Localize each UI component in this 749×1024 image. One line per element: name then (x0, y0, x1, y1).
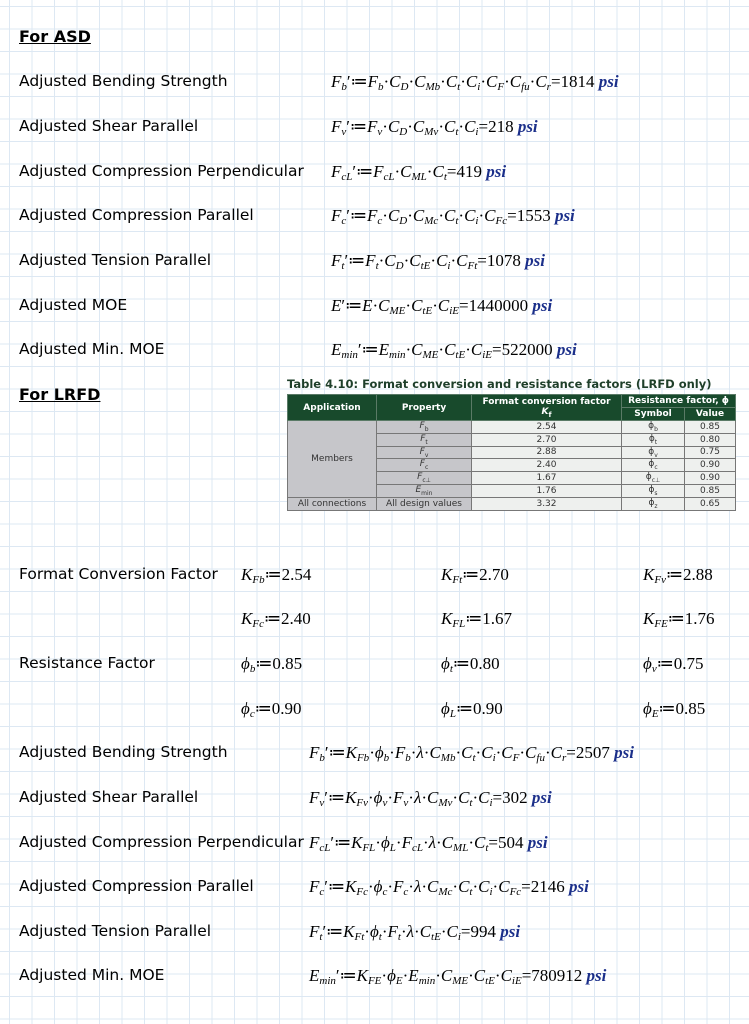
lrfd-tension-equation[interactable]: $F_t'≔K_{Ft}\cdot\phi_t\cdot F_t\cdot\lambda\cdot C_{tE}\cdot C_i=994$ psi (309, 922, 521, 943)
lrfd-min-moe-equation[interactable]: $E_{min}'≔K_{FE}\cdot\phi_E\cdot E_{min}\cdot C_{ME}\cdot C_{tE}\cdot C_{iE}=780912$ psi (309, 966, 607, 987)
unit-psi: psi (614, 743, 634, 762)
symbol-cell: $\phi_t$ (622, 433, 685, 446)
lrfd-min-moe-label: Adjusted Min. MOE (19, 966, 165, 984)
asd-min-moe-value: 522000 (501, 340, 553, 359)
th-kf-sub: f (548, 410, 552, 419)
value-cell: 0.80 (685, 433, 736, 446)
asd-tension-value: 1078 (486, 251, 521, 270)
value-cell: 0.85 (685, 484, 736, 497)
value-cell: 0.90 (685, 459, 736, 472)
lrfd-comp-perp-label: Adjusted Compression Perpendicular (19, 833, 304, 851)
unit-psi: psi (569, 877, 589, 896)
unit-psi: psi (525, 251, 545, 270)
k-fb-equation[interactable]: $K_{Fb}≔2.54$ (241, 565, 312, 586)
unit-psi: psi (517, 117, 538, 136)
lrfd-bending-label: Adjusted Bending Strength (19, 743, 228, 761)
lrfd-shear-equation[interactable]: $F_v'≔K_{Fv}\cdot\phi_v\cdot F_v\cdot\lambda\cdot C_{Mv}\cdot C_t\cdot C_i=302$ psi (309, 788, 552, 809)
lrfd-comp-perp-equation[interactable]: $F_{cL}'≔K_{FL}\cdot\phi_L\cdot F_{cL}\cdot\lambda\cdot C_{ML}\cdot C_t=504$ psi (309, 833, 548, 854)
th-value: Value (685, 408, 736, 421)
th-property: Property (377, 395, 472, 421)
symbol-cell: $\phi_b$ (622, 421, 685, 434)
asd-comp-par-equation[interactable]: $F_c'≔F_c\cdot C_D\cdot C_{Mc}\cdot C_t\cdot C_i\cdot C_{Fc}=1553$ psi (331, 206, 575, 227)
lrfd-min-moe-value: 780912 (531, 966, 583, 985)
lrfd-comp-par-label: Adjusted Compression Parallel (19, 877, 254, 895)
phi-v-equation[interactable]: $\phi_v≔0.75$ (643, 654, 704, 675)
kf-cell: 1.67 (472, 472, 622, 485)
property-cell: $F_c$ (377, 459, 472, 472)
factor-table-image (287, 377, 736, 511)
table-row (288, 421, 736, 434)
lrfd-bending-equation[interactable]: $F_b'≔K_{Fb}\cdot\phi_b\cdot F_b\cdot\lambda\cdot C_{Mb}\cdot C_t\cdot C_i\cdot C_F\cdot C_{fu}\cdot C_r=2507$ psi (309, 743, 634, 764)
asd-heading: For ASD (19, 27, 91, 46)
asd-min-moe-equation[interactable]: $E_{min}'≔E_{min}\cdot C_{ME}\cdot C_{tE}\cdot C_{iE}=522000$ psi (331, 340, 577, 361)
value-cell: 0.75 (685, 446, 736, 459)
unit-psi: psi (532, 296, 553, 315)
asd-shear-label: Adjusted Shear Parallel (19, 117, 199, 135)
asd-moe-equation[interactable]: $E'≔E\cdot C_{ME}\cdot C_{tE}\cdot C_{iE}=1440000$ psi (331, 296, 553, 317)
lrfd-comp-perp-value: 504 (497, 833, 524, 852)
k-fl-equation[interactable]: $K_{FL}≔1.67$ (441, 609, 512, 630)
lrfd-comp-par-value: 2146 (530, 877, 565, 896)
lrfd-tension-value: 994 (470, 922, 496, 941)
kf-cell: 2.54 (472, 421, 622, 434)
value-cell: 0.85 (685, 421, 736, 434)
th-symbol: Symbol (622, 408, 685, 421)
asd-shear-value: 218 (488, 117, 514, 136)
th-kf (472, 395, 622, 421)
asd-moe-label: Adjusted MOE (19, 296, 128, 314)
property-cell: $F_t$ (377, 433, 472, 446)
phi-c-equation[interactable]: $\phi_c≔0.90$ (241, 699, 302, 720)
lrfd-comp-par-equation[interactable]: $F_c'≔K_{Fc}\cdot\phi_c\cdot F_c\cdot\lambda\cdot C_{Mc}\cdot C_t\cdot C_i\cdot C_{Fc}=2146$ psi (309, 877, 589, 898)
resistance-factor-label: Resistance Factor (19, 654, 155, 672)
unit-psi: psi (586, 966, 607, 985)
kf-cell: 2.40 (472, 459, 622, 472)
unit-psi: psi (554, 206, 575, 225)
asd-tension-equation[interactable]: $F_t'≔F_t\cdot C_D\cdot C_{tE}\cdot C_i\cdot C_{Ft}=1078$ psi (331, 251, 545, 272)
value-cell: 0.65 (685, 497, 736, 510)
asd-bending-label: Adjusted Bending Strength (19, 72, 228, 90)
phi-b-equation[interactable]: $\phi_b≔0.85$ (241, 654, 303, 675)
phi-e-equation[interactable]: $\phi_E≔0.85$ (643, 699, 706, 720)
unit-psi: psi (556, 340, 577, 359)
k-fe-equation[interactable]: $K_{FE}≔1.76$ (643, 609, 715, 630)
table-row (288, 497, 736, 510)
kf-cell: 3.32 (472, 497, 622, 510)
value-cell: 0.90 (685, 472, 736, 485)
th-kf-symbol: K (541, 406, 549, 417)
unit-psi: psi (527, 833, 548, 852)
symbol-cell: $\phi_{c\perp}$ (622, 472, 685, 485)
asd-bending-value: 1814 (560, 72, 595, 91)
lrfd-shear-label: Adjusted Shear Parallel (19, 788, 199, 806)
asd-comp-par-value: 1553 (516, 206, 551, 225)
property-cell: All design values (377, 497, 472, 510)
symbol-cell: $\phi_s$ (622, 484, 685, 497)
symbol-cell: $\phi_c$ (622, 459, 685, 472)
asd-moe-value: 1440000 (468, 296, 529, 315)
asd-tension-label: Adjusted Tension Parallel (19, 251, 212, 269)
k-fv-equation[interactable]: $K_{Fv}≔2.88$ (643, 565, 713, 586)
symbol-cell: $\phi_z$ (622, 497, 685, 510)
property-cell: $F_{c\perp}$ (377, 472, 472, 485)
unit-psi: psi (500, 922, 521, 941)
kf-cell: 1.76 (472, 484, 622, 497)
lrfd-shear-value: 302 (502, 788, 528, 807)
symbol-cell: $\phi_v$ (622, 446, 685, 459)
table-caption: Table 4.10: Format conversion and resistance factors (LRFD only) (287, 377, 712, 391)
members-cell: Members (288, 421, 377, 498)
th-kf-label: Format conversion factor (482, 396, 611, 407)
property-cell: $F_b$ (377, 421, 472, 434)
unit-psi: psi (531, 788, 552, 807)
unit-psi: psi (598, 72, 619, 91)
asd-comp-perp-equation[interactable]: $F_{cL}'≔F_{cL}\cdot C_{ML}\cdot C_t=419$ psi (331, 162, 507, 183)
k-ft-equation[interactable]: $K_{Ft}≔2.70$ (441, 565, 509, 586)
property-cell: $E_{min}$ (377, 484, 472, 497)
lrfd-heading: For LRFD (19, 385, 101, 404)
property-cell: $F_v$ (377, 446, 472, 459)
unit-psi: psi (486, 162, 507, 181)
connections-cell: All connections (288, 497, 377, 510)
kf-cell: 2.88 (472, 446, 622, 459)
lrfd-bending-value: 2507 (575, 743, 610, 762)
asd-shear-equation[interactable]: $F_v'≔F_v\cdot C_D\cdot C_{Mv}\cdot C_t\cdot C_i=218$ psi (331, 117, 538, 138)
factor-table (287, 394, 736, 511)
phi-t-equation[interactable]: $\phi_t≔0.80$ (441, 654, 500, 675)
phi-l-equation[interactable]: $\phi_L≔0.90$ (441, 699, 503, 720)
asd-min-moe-label: Adjusted Min. MOE (19, 340, 165, 358)
format-factor-label: Format Conversion Factor (19, 565, 218, 583)
lrfd-tension-label: Adjusted Tension Parallel (19, 922, 212, 940)
asd-comp-par-label: Adjusted Compression Parallel (19, 206, 254, 224)
asd-comp-perp-value: 419 (456, 162, 482, 181)
asd-bending-equation[interactable]: $F_b'≔F_b\cdot C_D\cdot C_{Mb}\cdot C_t\cdot C_i\cdot C_F\cdot C_{fu}\cdot C_r=1814$ psi (331, 72, 619, 93)
asd-comp-perp-label: Adjusted Compression Perpendicular (19, 162, 304, 180)
kf-cell: 2.70 (472, 433, 622, 446)
th-resistance: Resistance factor, ϕ (622, 395, 736, 408)
k-fc-equation[interactable]: $K_{Fc}≔2.40$ (241, 609, 311, 630)
th-application: Application (288, 395, 377, 421)
